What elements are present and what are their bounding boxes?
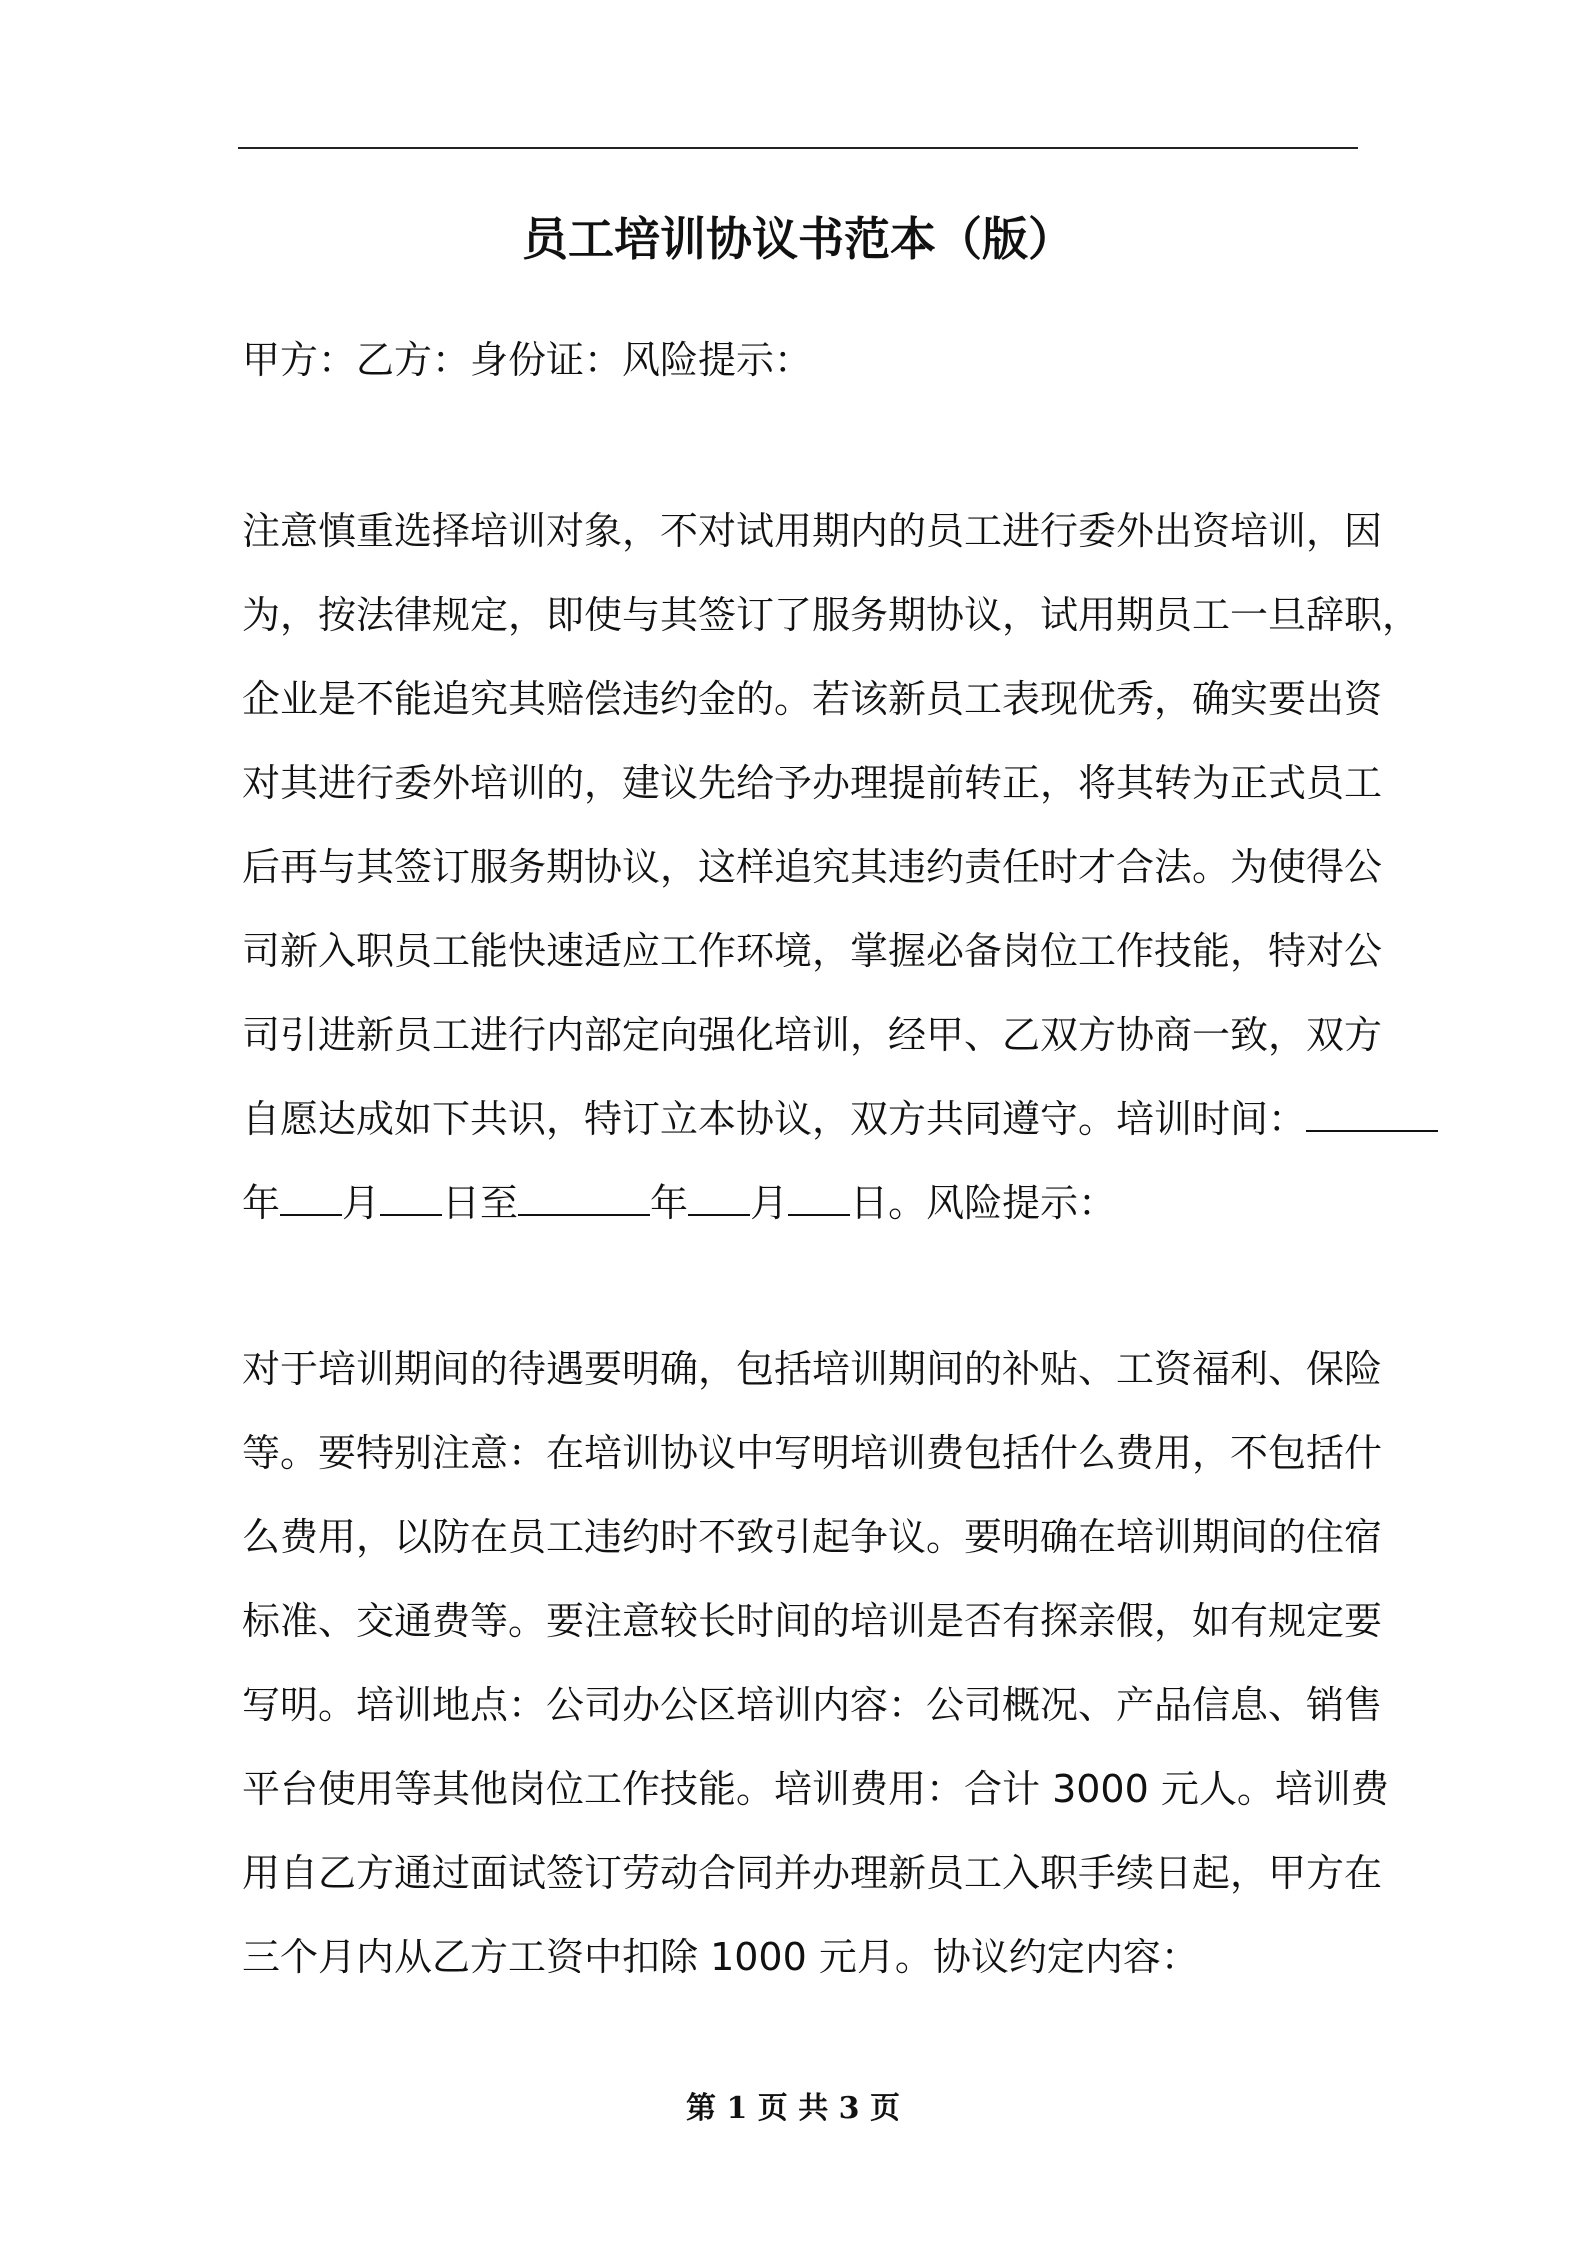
paragraph-line: 平台使用等其他岗位工作技能。培训费用：合计 3000 元人。培训费 [242,1767,1389,1811]
paragraph-line: 司新入职员工能快速适应工作环境，掌握必备岗位工作技能，特对公 [242,929,1383,973]
paragraph-line: 为，按法律规定，即使与其签订了服务期协议，试用期员工一旦辞职， [242,593,1421,637]
year-label: 年 [242,1181,281,1225]
date-range-line [242,1161,1360,1245]
paragraph-line: 写明。培训地点：公司办公区培训内容：公司概况、产品信息、销售 [242,1683,1383,1727]
header-rule [238,147,1358,149]
page-number-footer: 第 1 页 共 3 页 [686,2091,900,2126]
paragraph-line: 么费用，以防在员工违约时不致引起争议。要明确在培训期间的住宿 [242,1515,1383,1559]
paragraph-line: 三个月内从乙方工资中扣除 1000 元月。协议约定内容： [242,1935,1199,1979]
blank-end-month [688,1170,750,1216]
blank-start-day [380,1170,442,1216]
paragraph-risk-notice-2 [242,1327,1389,1999]
blank-end-year [518,1170,650,1216]
day-end-label: 日。风险提示： [850,1181,1117,1225]
blank-start-year [1306,1086,1438,1132]
paragraph-line: 企业是不能追究其赔偿违约金的。若该新员工表现优秀，确实要出资 [242,677,1383,721]
paragraph-line: 注意慎重选择培训对象，不对试用期内的员工进行委外出资培训，因 [242,509,1383,553]
paragraph-line: 用自乙方通过面试签订劳动合同并办理新员工入职手续日起，甲方在 [242,1851,1383,1895]
year-label-2: 年 [650,1181,689,1225]
paragraph-line: 对于培训期间的待遇要明确，包括培训期间的补贴、工资福利、保险 [242,1347,1383,1391]
blank-start-month [280,1170,342,1216]
month-label: 月 [342,1181,381,1225]
paragraph-risk-notice-1 [242,489,1421,1245]
paragraph-line: 标准、交通费等。要注意较长时间的培训是否有探亲假，如有规定要 [242,1599,1383,1643]
blank-end-day [788,1170,850,1216]
training-time-label: 自愿达成如下共识，特订立本协议，双方共同遵守。培训时间： [242,1097,1307,1141]
paragraph-line: 对其进行委外培训的，建议先给予办理提前转正，将其转为正式员工 [242,761,1383,805]
paragraph-line: 等。要特别注意：在培训协议中写明培训费包括什么费用，不包括什 [242,1431,1383,1475]
day-to-label: 日至 [442,1181,519,1225]
paragraph-line: 司引进新员工进行内部定向强化培训，经甲、乙双方协商一致，双方 [242,1013,1383,1057]
party-header-line: 甲方：乙方：身份证：风险提示： [242,338,813,382]
paragraph-line-with-blank [242,1077,1360,1161]
paragraph-line: 后再与其签订服务期协议，这样追究其违约责任时才合法。为使得公 [242,845,1383,889]
month-label-2: 月 [750,1181,789,1225]
document-title: 员工培训协议书范本（版） [522,212,1074,266]
